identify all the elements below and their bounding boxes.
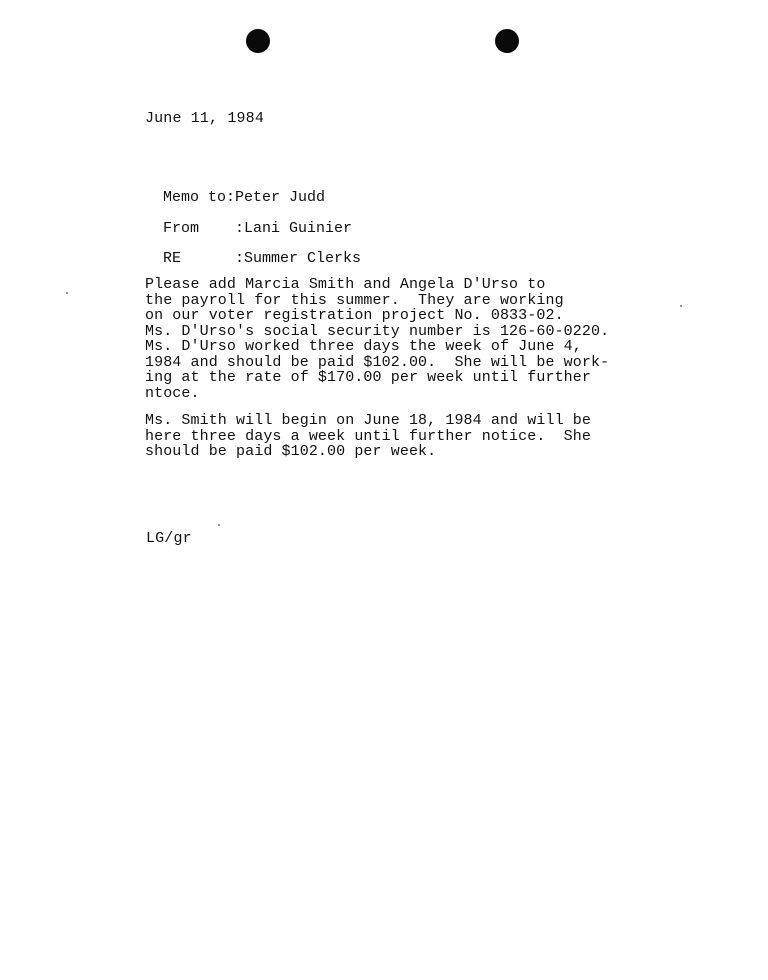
paper-speck — [66, 292, 68, 294]
memo-paragraph-2 — [145, 413, 591, 460]
memo-re-value: Summer Clerks — [244, 250, 362, 267]
paragraph-line: 1984 and should be paid $102.00. She will be work- — [145, 353, 610, 371]
paragraph-line: Ms. D'Urso's social security number is 126-60-0220. — [145, 322, 610, 340]
memo-date: June 11, 1984 — [145, 110, 264, 127]
memo-paragraph-1 — [145, 277, 609, 401]
paragraph-line: Ms. D'Urso worked three days the week of June 4, — [145, 338, 582, 355]
memo-from-label: From : — [163, 220, 245, 237]
memo-re-label: RE : — [163, 250, 245, 267]
binder-hole-left — [246, 29, 270, 53]
memo-initials: LG/gr — [146, 530, 192, 547]
paper-speck — [218, 524, 220, 526]
paragraph-line: Please add Marcia Smith and Angela D'Urso to — [145, 276, 546, 293]
memo-re-line — [145, 232, 361, 268]
memo-to-value: Peter Judd — [235, 189, 326, 206]
paragraph-line: ing at the rate of $170.00 per week until further — [145, 369, 591, 386]
binder-hole-right — [495, 29, 519, 53]
paragraph-line: ntoce. — [145, 384, 200, 402]
paragraph-line: the payroll for this summer. They are working — [145, 291, 564, 309]
memo-to-label: Memo to: — [163, 189, 236, 206]
paragraph-line: here three days a week until further notice. She — [145, 427, 591, 445]
paragraph-line: on our voter registration project No. 0833-02. — [145, 307, 564, 324]
paragraph-line: Ms. Smith will begin on June 18, 1984 and will be — [145, 412, 591, 429]
paper-speck — [680, 305, 682, 307]
paragraph-line: should be paid $102.00 per week. — [145, 443, 437, 460]
memo-from-value: Lani Guinier — [244, 220, 353, 237]
